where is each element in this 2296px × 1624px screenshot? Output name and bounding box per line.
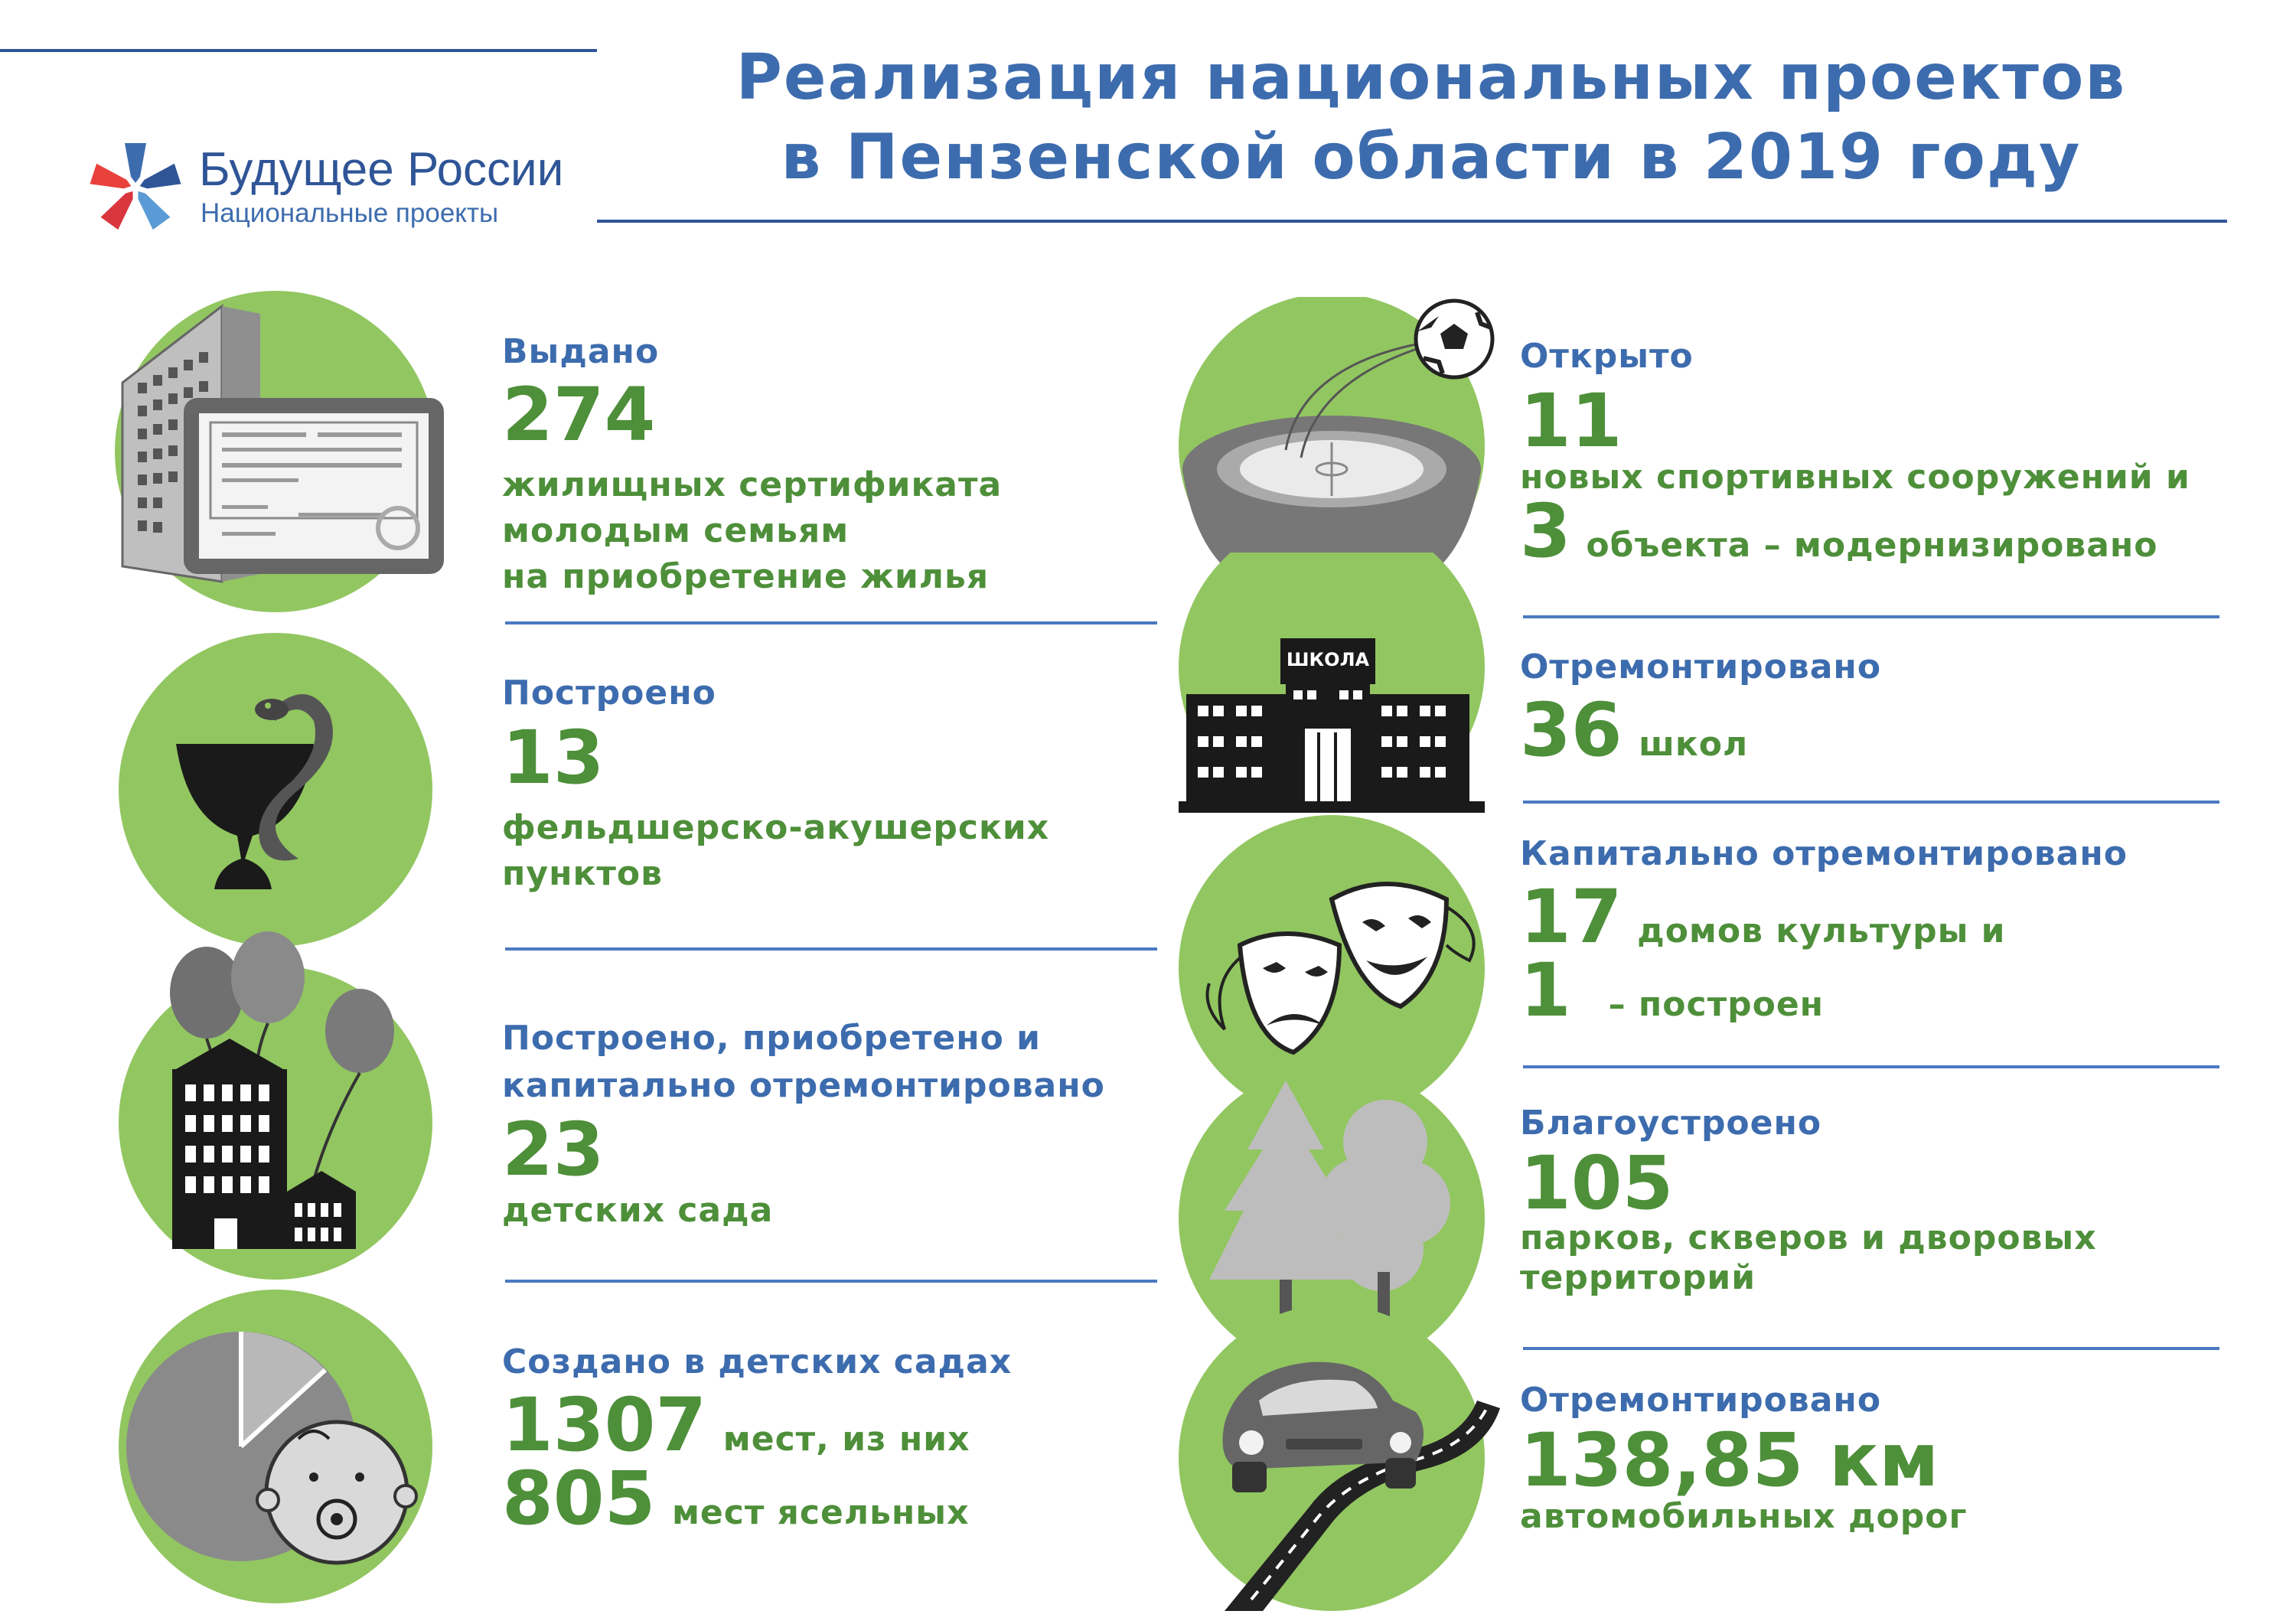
school-icon (1179, 553, 1500, 813)
stat-culture-houses (1520, 833, 2128, 1033)
stat-number: 805 (502, 1456, 656, 1541)
separator-left-3 (505, 1280, 1157, 1283)
stat-medical-points (502, 672, 1049, 897)
stat-line: пунктов (502, 854, 663, 893)
separator-left-2 (505, 947, 1157, 951)
stat-line: молодым семьям (502, 511, 850, 550)
stat-line: фельдшерско-акушерских (502, 808, 1050, 847)
stat-text: объекта – модернизировано (1586, 526, 2158, 565)
logo-star-icon (86, 138, 185, 237)
stat-label: Благоустроено (1520, 1104, 1822, 1143)
stat-text: мест, из них (722, 1420, 970, 1459)
stat-line: территорий (1520, 1258, 1756, 1297)
title-line-1: Реализация национальных проектов (735, 41, 2127, 114)
school-sign: ШКОЛА (1286, 649, 1370, 670)
stat-description (502, 805, 1049, 897)
stat-sports-facilities (1520, 335, 2190, 574)
stat-label: Создано в детских садах (502, 1342, 1013, 1381)
certificate-building-icon (107, 291, 459, 628)
stat-number: 13 (502, 715, 605, 801)
stat-number: 1307 (502, 1382, 707, 1468)
stat-number: 11 (1520, 378, 1623, 464)
stat-line: на приобретение жилья (502, 557, 990, 596)
logo-subtitle: Национальные проекты (201, 198, 499, 228)
stat-line: парков, скверов и дворовых (1520, 1218, 2097, 1257)
stat-number: 3 (1520, 488, 1571, 574)
stat-number: 1 (1520, 947, 1571, 1033)
stat-label: Выдано (502, 332, 660, 371)
separator-right-2 (1523, 801, 2219, 804)
stat-label: Построено (502, 673, 716, 713)
logo (86, 138, 606, 237)
header-rule-bottom (597, 220, 2227, 223)
stat-number: 105 (1520, 1140, 1674, 1226)
separator-right-4 (1523, 1347, 2219, 1350)
stat-line: детских сада (502, 1191, 774, 1230)
car-road-icon (1179, 1309, 1508, 1615)
separator-right-1 (1523, 615, 2219, 618)
stat-number: 274 (502, 372, 656, 458)
stat-label: Капитально отремонтировано (1520, 834, 2128, 873)
stat-label: капитально отремонтировано (502, 1066, 1105, 1105)
stat-description (502, 1188, 1105, 1234)
page-title (643, 38, 2219, 197)
stat-label: Открыто (1520, 337, 1694, 376)
stat-number: 23 (502, 1107, 605, 1192)
stat-text: – построен (1608, 985, 1825, 1024)
kindergarten-balloons-icon (115, 928, 467, 1280)
stat-text: мест ясельных (671, 1493, 970, 1532)
stat-label: Построено, приобретено и (502, 1019, 1042, 1058)
stat-line: жилищных сертификата (502, 465, 1003, 504)
stat-text: школ (1639, 725, 1749, 764)
stat-kindergartens (502, 1015, 1105, 1234)
stat-number: 17 (1520, 874, 1623, 960)
separator-right-3 (1523, 1065, 2219, 1068)
logo-title: Будущее России (199, 143, 564, 196)
stat-parks (1520, 1102, 2097, 1298)
separator-left-1 (505, 621, 1157, 624)
stat-housing-certificates (502, 331, 1002, 600)
stat-text: домов культуры и (1637, 911, 2006, 951)
stat-label: Отремонтировано (1520, 1381, 1882, 1420)
stat-text: новых спортивных сооружений и (1520, 458, 2190, 497)
stat-description (1520, 1494, 1967, 1540)
stat-kindergarten-places (502, 1341, 1013, 1541)
stat-description (502, 462, 1002, 600)
stat-description (1520, 1218, 2097, 1298)
title-line-2: в Пензенской области в 2019 году (781, 121, 2082, 194)
header-rule-top (0, 49, 597, 52)
stat-line: автомобильных дорог (1520, 1497, 1968, 1536)
stat-label: Отремонтировано (1520, 647, 1882, 686)
stat-roads (1520, 1379, 1967, 1540)
stat-schools (1520, 646, 1882, 773)
stat-number: 36 (1520, 687, 1623, 773)
medical-bowl-snake-icon (115, 629, 436, 951)
stat-number: 138,85 км (1520, 1417, 1939, 1503)
pie-baby-icon (115, 1286, 452, 1607)
